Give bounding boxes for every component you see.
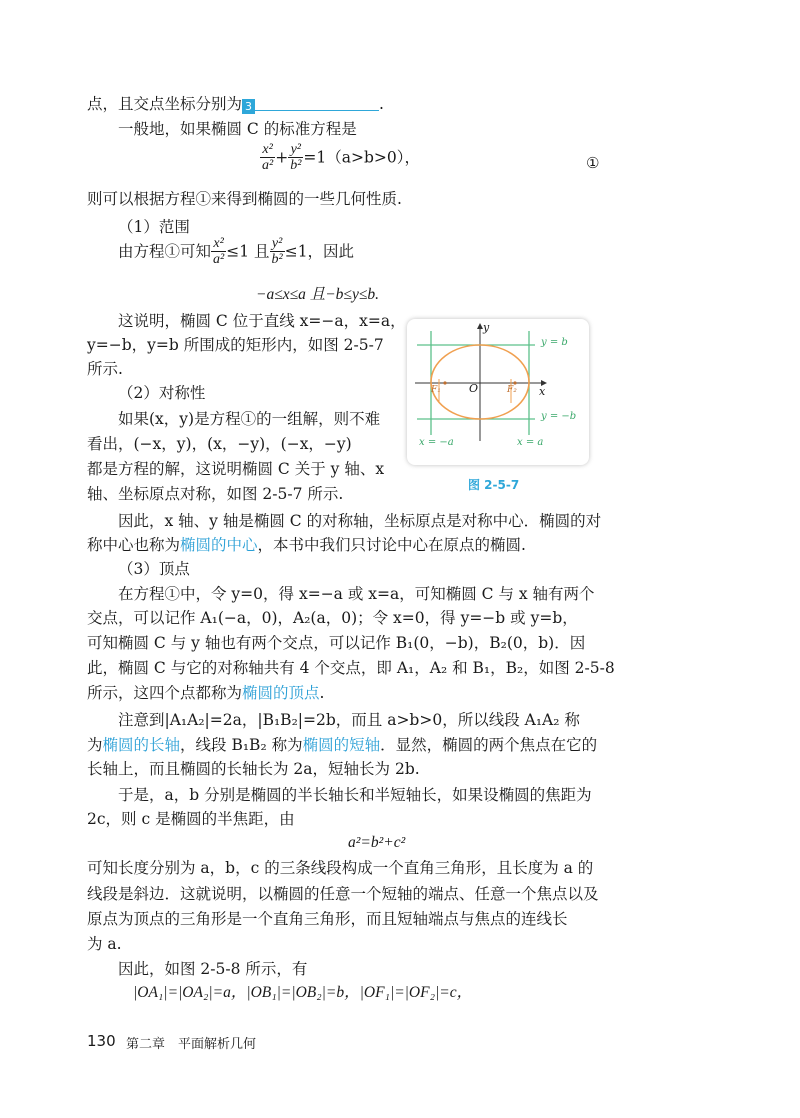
text-line-12: 如果(x，y)是方程①的一组解，则不难 xyxy=(118,410,381,428)
line-1-text: 点，且交点坐标分别为 xyxy=(87,95,243,113)
equation-a2-b2-c2: a²=b²+c² xyxy=(348,834,406,851)
text-line-33: 为 a. xyxy=(87,935,122,953)
fraction-y2-b2: $\frac{\text{y²}}{\text{b²}}$ xyxy=(290,142,302,173)
label-x-neg-a: x = −a xyxy=(419,437,454,448)
fraction-x2-a2-ineq: $\frac{\text{x²}}{\text{a²}}$ xyxy=(213,236,225,267)
equation-rest: =1（a>b>0）， xyxy=(303,148,421,167)
text-line-9: y=−b，y=b 所围成的矩形内，如图 2-5-7 xyxy=(87,336,384,354)
term-minor-axis: 椭圆的短轴 xyxy=(302,736,381,754)
equation-lengths: |OA₁|=|OA₂|=a，|OB₁|=|OB₂|=b，|OF₁|=|OF₂|=c， xyxy=(133,984,473,1001)
text-line-8: 这说明，椭圆 C 位于直线 x=−a，x=a， xyxy=(118,312,406,330)
text-line-20: 交点，可以记作 A₁(−a，0)，A₂(a，0)；令 x=0，得 y=−b 或 y=b， xyxy=(87,609,578,627)
label-y-b: y = b xyxy=(541,337,568,348)
figure-caption: 图 2-5-7 xyxy=(468,478,520,492)
fill-in-blank xyxy=(255,96,379,111)
inequality-line: −a≤x≤a 且−b≤y≤b. xyxy=(256,286,379,303)
y-axis-label: y xyxy=(483,321,490,334)
page-number: 130 xyxy=(87,1032,116,1050)
origin-label: O xyxy=(469,382,479,395)
x-axis-label: x xyxy=(539,385,546,398)
line-1-end: . xyxy=(379,95,384,113)
text-line-30: 可知长度分别为 a，b，c 的三条线段构成一个直角三角形，且长度为 a 的 xyxy=(87,859,594,877)
text-line-1 xyxy=(87,93,384,115)
focus-f2-label: F₂ xyxy=(507,385,517,395)
text-line-28: 2c，则 c 是椭圆的半焦距，由 xyxy=(87,810,295,828)
text-line-22: 此，椭圆 C 与它的对称轴共有 4 个交点，即 A₁，A₂ 和 B₁，B₂，如图 2-5-8 xyxy=(87,659,615,677)
text-line-2: 一般地，如果椭圆 C 的标准方程是 xyxy=(118,120,357,138)
text-line-15: 轴、坐标原点对称，如图 2-5-7 所示. xyxy=(87,485,344,503)
text-line-27: 于是，a，b 分别是椭圆的半长轴长和半短轴长，如果设椭圆的焦距为 xyxy=(118,786,592,804)
term-ellipse-vertex: 椭圆的顶点 xyxy=(242,684,320,702)
text-line-25: 为椭圆的长轴，线段 B₁B₂ 称为椭圆的短轴．显然，椭圆的两个焦点在它的 xyxy=(87,736,598,754)
text-line-17: 称中心也称为椭圆的中心，本书中我们只讨论中心在原点的椭圆. xyxy=(87,536,526,554)
text-line-21: 可知椭圆 C 与 y 轴也有两个交点，可以记作 B₁(0，−b)，B₂(0，b)．因 xyxy=(87,634,586,652)
text-line-32: 原点为顶点的三角形是一个直角三角形，而且短轴端点与焦点的连线长 xyxy=(87,910,568,928)
chapter-title: 第二章 平面解析几何 xyxy=(126,1037,257,1052)
text-line-24: 注意到|A₁A₂|=2a，|B₁B₂|=2b，而且 a>b>0，所以线段 A₁A₂ 称 xyxy=(118,711,580,729)
section-range: （1）范围 xyxy=(118,218,190,236)
text-line-19: 在方程①中，令 y=0，得 x=−a 或 x=a，可知椭圆 C 与 x 轴有两个 xyxy=(118,585,595,603)
text-line-14: 都是方程的解，这说明椭圆 C 关于 y 轴、x xyxy=(87,460,385,478)
text-line-16: 因此，x 轴、y 轴是椭圆 C 的对称轴，坐标原点是对称中心．椭圆的对 xyxy=(118,512,602,530)
text-line-6: 由方程①可知 $\frac{\text{x²}}{\text{a²}}$ ≤1 且 $\frac{\text{y²}}{\text{b²}}$ ≤1，因此 xyxy=(118,236,355,267)
term-major-axis: 椭圆的长轴 xyxy=(102,736,181,754)
equation-number: ① xyxy=(586,154,600,172)
text-line-13: 看出，(−x，y)，(x，−y)，(−x，−y) xyxy=(87,435,352,453)
question-mark-box: 3 xyxy=(242,99,255,114)
text-line-34: 因此，如图 2-5-8 所示，有 xyxy=(118,960,308,978)
section-symmetry: （2）对称性 xyxy=(118,384,206,402)
term-ellipse-center: 椭圆的中心 xyxy=(180,536,258,554)
label-x-a: x = a xyxy=(517,437,544,448)
text-line-4: 则可以根据方程①来得到椭圆的一些几何性质. xyxy=(87,190,402,208)
text-line-26: 长轴上，而且椭圆的长轴长为 2a，短轴长为 2b. xyxy=(87,760,420,778)
fraction-y2-b2-ineq: $\frac{\text{y²}}{\text{b²}}$ xyxy=(271,236,283,267)
text-line-10: 所示. xyxy=(87,360,123,378)
fraction-x2-a2: $\frac{\text{x²}}{\text{a²}}$ xyxy=(262,142,274,173)
label-y-neg-b: y = −b xyxy=(541,411,577,422)
focus-f1-label: F₁ xyxy=(431,385,441,395)
text-line-23: 所示，这四个点都称为椭圆的顶点. xyxy=(87,684,325,702)
equation-standard-form: $\frac{\text{x²}}{\text{a²}}$ + $\frac{\text{y²}}{\text{b²}}$ =1（a>b>0）， xyxy=(262,142,421,173)
figure-ellipse-card xyxy=(407,319,589,465)
text-line-31: 线段是斜边．这就说明，以椭圆的任意一个短轴的端点、任意一个焦点以及 xyxy=(87,885,599,903)
section-vertices: （3）顶点 xyxy=(118,560,190,578)
